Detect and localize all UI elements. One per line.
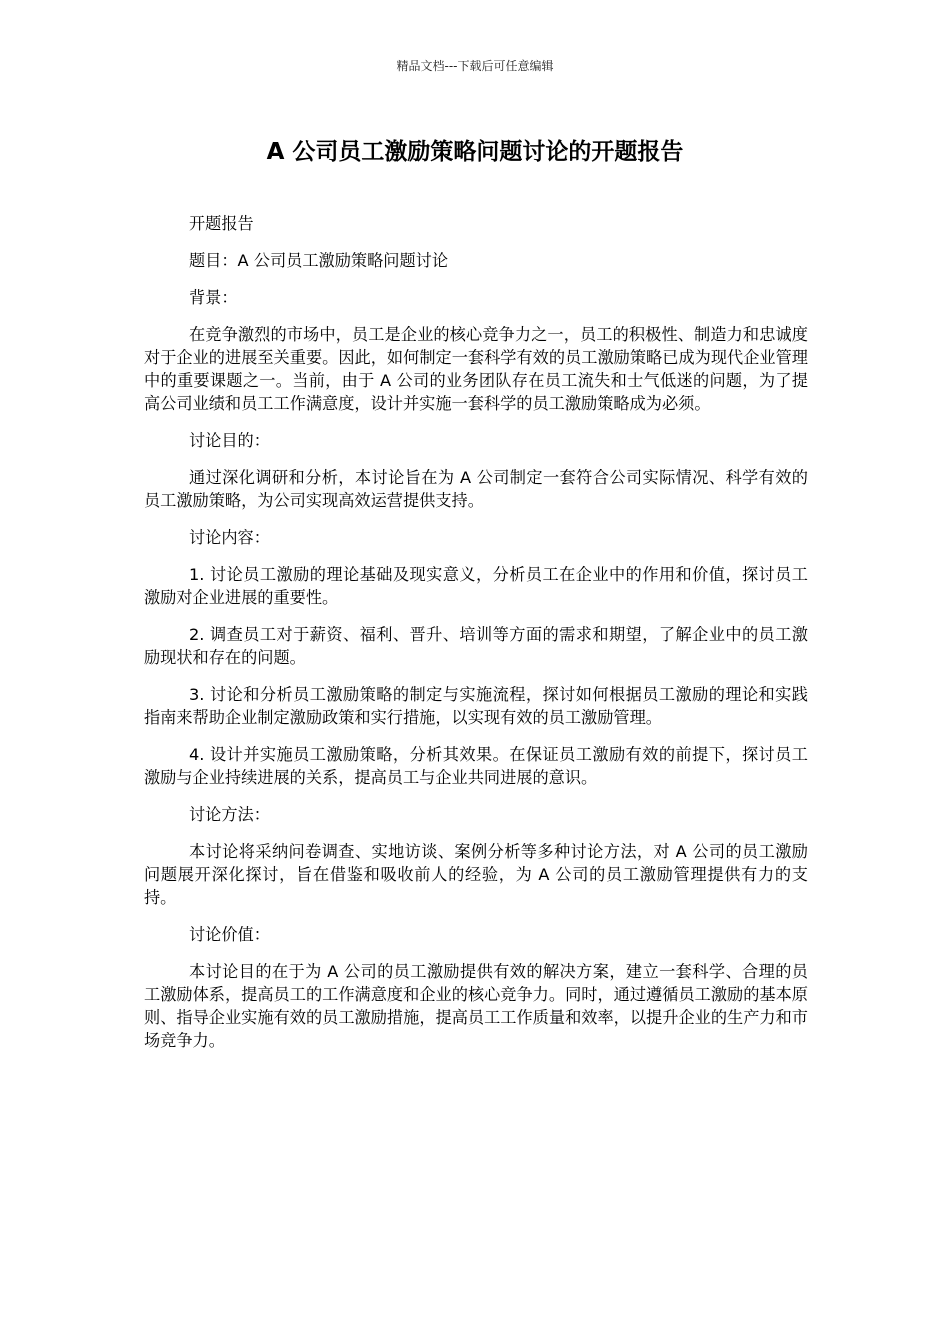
section-heading-background: 背景： bbox=[189, 288, 238, 307]
section-heading-value: 讨论价值： bbox=[189, 925, 270, 944]
paragraph-method: 本讨论将采纳问卷调查、实地访谈、案例分析等多种讨论方法，对 A 公司的员工激励问题展开深化探讨，旨在借鉴和吸收前人的经验，为 A 公司的员工激励管理提供有力的支持。 bbox=[144, 842, 808, 907]
paragraph-purpose: 通过深化调研和分析，本讨论旨在为 A 公司制定一套符合公司实际情况、科学有效的员工激励策略，为公司实现高效运营提供支持。 bbox=[144, 468, 808, 510]
section-heading-method: 讨论方法： bbox=[189, 805, 270, 824]
paragraph-value: 本讨论目的在于为 A 公司的员工激励提供有效的解决方案，建立一套科学、合理的员工激励体系，提高员工的工作满意度和企业的核心竞争力。同时，通过遵循员工激励的基本原则、指导企业实施有效的员工激励措施，提高员工工作质量和效率，以提升企业的生产力和市场竞争力。 bbox=[144, 962, 808, 1050]
paragraph-content-item-2: 2. 调查员工对于薪资、福利、晋升、培训等方面的需求和期望，了解企业中的员工激励现状和存在的问题。 bbox=[144, 625, 808, 667]
paragraph-background: 在竞争激烈的市场中，员工是企业的核心竞争力之一，员工的积极性、制造力和忠诚度对于企业的进展至关重要。因此，如何制定一套科学有效的员工激励策略已成为现代企业管理中的重要课题之一。当前，由于 A 公司的业务团队存在员工流失和士气低迷的问题，为了提高公司业绩和员工工作满意度，设计并实施一套科学的员工激励策略成为必须。 bbox=[144, 325, 808, 413]
section-heading-purpose: 讨论目的： bbox=[189, 431, 270, 450]
paragraph-topic: 题目：A 公司员工激励策略问题讨论 bbox=[189, 251, 449, 270]
paragraph-content-item-4: 4. 设计并实施员工激励策略，分析其效果。在保证员工激励有效的前提下，探讨员工激励与企业持续进展的关系，提高员工与企业共同进展的意识。 bbox=[144, 745, 808, 787]
paragraph-content-item-3: 3. 讨论和分析员工激励策略的制定与实施流程，探讨如何根据员工激励的理论和实践指南来帮助企业制定激励政策和实行措施，以实现有效的员工激励管理。 bbox=[144, 685, 808, 727]
document-body bbox=[144, 212, 808, 1066]
document-title: A 公司员工激励策略问题讨论的开题报告 bbox=[266, 139, 684, 165]
header-note: 精品文档---下载后可任意编辑 bbox=[396, 59, 554, 73]
section-heading-content: 讨论内容： bbox=[189, 528, 270, 547]
paragraph-content-item-1: 1. 讨论员工激励的理论基础及现实意义，分析员工在企业中的作用和价值，探讨员工激励对企业进展的重要性。 bbox=[144, 565, 808, 607]
paragraph-label-report: 开题报告 bbox=[189, 214, 254, 233]
